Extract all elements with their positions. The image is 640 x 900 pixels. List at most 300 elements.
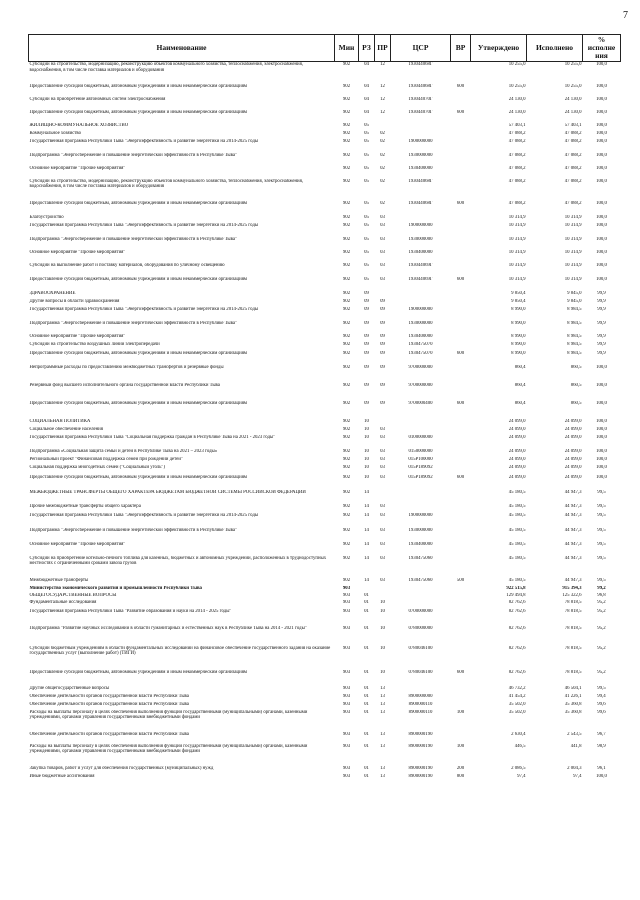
cell-csr: 0150000000 xyxy=(408,448,433,454)
cell-pr: 09 xyxy=(380,364,385,370)
cell-executed: 44 947,3 xyxy=(564,512,582,518)
cell-min: 903 xyxy=(342,731,351,737)
cell-pct: 99,9 xyxy=(597,298,606,304)
cell-pct: 100,0 xyxy=(596,96,607,102)
cell-pct: 100,0 xyxy=(596,178,607,184)
cell-min: 902 xyxy=(342,96,351,102)
cell-pct: 99,9 xyxy=(597,333,606,339)
cell-min: 902 xyxy=(342,364,351,370)
cell-pr: 03 xyxy=(380,222,385,228)
cell-executed: 10 314,9 xyxy=(564,262,582,268)
cell-csr: 1930475070 xyxy=(408,341,433,347)
cell-pct: 96,8 xyxy=(597,592,606,598)
cell-min: 902 xyxy=(342,464,351,470)
cell-approved: 8 990,0 xyxy=(511,306,526,312)
cell-pct: 100,0 xyxy=(596,434,607,440)
cell-approved: 8 990,0 xyxy=(511,333,526,339)
cell-rz: 01 xyxy=(364,645,369,651)
cell-executed: 24 130,0 xyxy=(564,96,582,102)
cell-csr xyxy=(391,504,451,513)
cell-pr: 09 xyxy=(380,320,385,326)
cell-executed: 10 314,9 xyxy=(564,236,582,242)
cell-min: 903 xyxy=(342,773,351,779)
table-row xyxy=(29,609,621,626)
cell-min: 902 xyxy=(342,249,351,255)
cell-min: 902 xyxy=(342,434,351,440)
cell-pr: 02 xyxy=(380,200,385,206)
table-row xyxy=(29,250,621,263)
cell-csr: 193044070Г xyxy=(408,109,433,115)
cell-name: Подпрограмма "Энергосбережение и повышение энергетической эффективности в Республике Тыва" xyxy=(29,152,237,158)
table-row xyxy=(29,427,621,435)
cell-rz: 14 xyxy=(364,512,369,518)
cell-pct: 100,0 xyxy=(596,222,607,228)
table-row xyxy=(29,223,621,237)
cell-name: Подпрограмма «Социальная защита семьи и детей в Республике Тыва на 2021 – 2023 годы» xyxy=(29,448,218,454)
cell-min: 902 xyxy=(342,489,351,495)
cell-csr: 9700000400 xyxy=(408,400,433,406)
cell-csr xyxy=(391,215,451,223)
cell-csr: 8900000190 xyxy=(408,743,433,749)
table-row xyxy=(29,84,621,97)
cell-csr: 1930475070 xyxy=(408,350,433,356)
cell-approved: 922 515,8 xyxy=(506,585,526,591)
cell-rz: 05 xyxy=(364,200,369,206)
cell-pct: 95,2 xyxy=(597,608,606,614)
cell-vr xyxy=(451,179,471,201)
cell-name: Субсидии на строительство, модернизацию, реконструкцию объектов коммунального хозяйства, теплоснабжения, электроснабжения, водоснабжения, в том числе поставка материалов и оборудования xyxy=(29,62,304,73)
table-row xyxy=(29,419,621,427)
cell-csr: 0780046100 xyxy=(408,645,433,651)
cell-executed: 10 314,9 xyxy=(564,214,582,220)
cell-executed: 78 818,5 xyxy=(564,608,582,614)
cell-pct: 100,0 xyxy=(596,448,607,454)
cell-approved: 24 099,0 xyxy=(508,426,526,432)
cell-min: 902 xyxy=(342,426,351,432)
cell-approved: 9 850,4 xyxy=(511,298,526,304)
cell-vr xyxy=(451,427,471,435)
cell-pct: 100,0 xyxy=(596,773,607,779)
header-vr: ВР xyxy=(451,35,471,62)
cell-executed: 125 322,6 xyxy=(562,592,582,598)
cell-pr: 09 xyxy=(380,298,385,304)
header-executed: Исполнено xyxy=(527,35,583,62)
cell-pct: 100,0 xyxy=(596,200,607,206)
cell-pct: 99,5 xyxy=(597,555,606,561)
table-row xyxy=(29,670,621,686)
cell-min: 903 xyxy=(342,645,351,651)
cell-executed: 8 984,5 xyxy=(567,320,582,326)
cell-rz: 01 xyxy=(364,592,369,598)
cell-executed: 8 984,5 xyxy=(567,341,582,347)
cell-rz: 09 xyxy=(364,400,369,406)
cell-vr xyxy=(451,435,471,449)
cell-pct: 100,0 xyxy=(596,364,607,370)
cell-approved: 860,4 xyxy=(514,364,526,370)
table-row xyxy=(29,435,621,449)
cell-vr xyxy=(451,542,471,556)
cell-rz: 01 xyxy=(364,608,369,614)
cell-pct: 99,5 xyxy=(597,577,606,583)
cell-pct: 100,0 xyxy=(596,152,607,158)
cell-vr xyxy=(451,528,471,542)
table-row xyxy=(29,62,621,84)
cell-csr: 1930000000 xyxy=(408,527,433,533)
cell-min: 903 xyxy=(342,701,351,707)
cell-executed: 24 099,0 xyxy=(564,448,582,454)
cell-csr: 1900000000 xyxy=(408,222,433,228)
cell-approved: 47 088,2 xyxy=(508,165,526,171)
cell-min: 902 xyxy=(342,333,351,339)
cell-name: ОБЩЕГОСУДАРСТВЕННЫЕ ВОПРОСЫ xyxy=(29,592,117,598)
cell-approved: 9 850,4 xyxy=(511,290,526,296)
cell-pct: 99,2 xyxy=(597,585,606,591)
cell-pct: 100,0 xyxy=(596,400,607,406)
cell-pct: 100,0 xyxy=(596,276,607,282)
cell-approved: 10 314,9 xyxy=(508,262,526,268)
cell-executed: 10 255,0 xyxy=(564,83,582,89)
cell-min: 902 xyxy=(342,577,351,583)
cell-rz: 01 xyxy=(364,625,369,631)
cell-name: Субсидии бюджетным учреждениям в области фундаментальных исследований на финансовое обеспечение государственного задания на оказание государственных услуг (выполнение работ) (ТИГИ) xyxy=(29,645,331,657)
cell-name: Прочие межбюджетные трансферты общего характера xyxy=(29,503,141,509)
cell-vr: 600 xyxy=(456,400,465,406)
cell-name: Благоустройство xyxy=(29,214,64,220)
cell-vr: 100 xyxy=(456,743,465,749)
cell-csr xyxy=(391,419,451,427)
cell-vr xyxy=(451,215,471,223)
cell-name: Предоставление субсидий бюджетным, автономным учреждениям и иным некоммерческим организациям xyxy=(29,474,247,480)
cell-pr: 03 xyxy=(380,512,385,518)
cell-rz: 14 xyxy=(364,577,369,583)
cell-approved: 47 088,2 xyxy=(508,152,526,158)
table-row xyxy=(29,334,621,342)
table-row xyxy=(29,342,621,351)
cell-min: 903 xyxy=(342,608,351,614)
cell-approved: 47 088,2 xyxy=(508,138,526,144)
cell-vr xyxy=(451,513,471,528)
table-header xyxy=(29,35,621,62)
cell-name: Подпрограмма "Энергосбережение и повышение энергетической эффективности в Республике Тыва" xyxy=(29,236,237,242)
cell-pr: 02 xyxy=(380,130,385,136)
cell-approved: 10 314,9 xyxy=(508,222,526,228)
cell-csr: 193044069Г xyxy=(408,262,433,268)
cell-name: Подпрограмма "Энергосбережение и повышение энергетической эффективности в Республике Тыва" xyxy=(29,527,237,533)
cell-pct: 100,0 xyxy=(596,130,607,136)
cell-pct: 100,0 xyxy=(596,426,607,432)
cell-approved: 2 630,4 xyxy=(511,731,526,737)
cell-pct: 99,4 xyxy=(597,693,606,699)
cell-executed: 47 088,2 xyxy=(564,165,582,171)
cell-executed: 8 984,5 xyxy=(567,306,582,312)
cell-name: Обеспечение деятельности органов государственной власти Республики Тыва xyxy=(29,701,189,707)
cell-pct: 100,0 xyxy=(596,456,607,462)
cell-name: Субсидии на выполнение работ и поставку материалов, оборудования по уличному освещению xyxy=(29,262,225,268)
cell-executed: 44 947,3 xyxy=(564,555,582,561)
cell-min: 902 xyxy=(342,512,351,518)
cell-rz: 09 xyxy=(364,382,369,388)
cell-approved: 45 180,5 xyxy=(508,541,526,547)
table-row xyxy=(29,578,621,586)
cell-approved: 45 180,5 xyxy=(508,503,526,509)
cell-name: Основное мероприятие "Прочие мероприятия" xyxy=(29,333,126,339)
cell-approved: 82 762,6 xyxy=(508,608,526,614)
cell-approved: 35 502,0 xyxy=(508,709,526,715)
cell-executed: 24 099,0 xyxy=(564,426,582,432)
cell-pr: 13 xyxy=(380,731,385,737)
cell-csr: 1930400000 xyxy=(408,541,433,547)
cell-rz: 04 xyxy=(364,83,369,89)
cell-name: Иные бюджетные ассигнования xyxy=(29,773,95,779)
cell-min: 902 xyxy=(342,341,351,347)
cell-csr: 9700000000 xyxy=(408,364,433,370)
cell-name: Министерство экономического развития и промышленности Республики Тыва xyxy=(29,585,202,591)
cell-rz: 14 xyxy=(364,527,369,533)
cell-vr xyxy=(451,223,471,237)
table-row xyxy=(29,646,621,670)
cell-rz: 04 xyxy=(364,96,369,102)
cell-pct: 99,6 xyxy=(597,709,606,715)
cell-executed: 10 255,0 xyxy=(564,62,582,67)
table-row xyxy=(29,166,621,179)
table-row xyxy=(29,123,621,131)
cell-pct: 99,5 xyxy=(597,503,606,509)
cell-pct: 96,1 xyxy=(597,765,606,771)
cell-vr xyxy=(451,593,471,600)
cell-rz: 14 xyxy=(364,503,369,509)
cell-vr xyxy=(451,166,471,179)
cell-pr xyxy=(375,123,391,131)
cell-vr xyxy=(451,307,471,321)
cell-min: 902 xyxy=(342,350,351,356)
cell-approved: 35 502,0 xyxy=(508,701,526,707)
cell-approved: 82 762,6 xyxy=(508,669,526,675)
table-row xyxy=(29,556,621,578)
cell-rz: 05 xyxy=(364,262,369,268)
cell-name: Государственная программа Республики Тыва "Энергоэффективность и развитие энергетики на 2014-2025 годы xyxy=(29,306,259,312)
cell-csr: 193044069Г xyxy=(408,276,433,282)
cell-rz: 04 xyxy=(364,62,369,67)
cell-executed: 24 099,0 xyxy=(564,464,582,470)
table-row xyxy=(29,694,621,702)
cell-csr xyxy=(391,123,451,131)
cell-executed: 78 818,5 xyxy=(564,669,582,675)
table-row xyxy=(29,732,621,744)
cell-executed: 860,5 xyxy=(570,382,582,388)
cell-csr: 0780046100 xyxy=(408,669,433,675)
cell-name: Резервный фонд высшего исполнительного органа государственной власти Республики Тыва xyxy=(29,382,220,388)
cell-pct: 99,5 xyxy=(597,541,606,547)
header-pr: ПР xyxy=(375,35,391,62)
cell-pct: 100,0 xyxy=(596,236,607,242)
cell-rz: 05 xyxy=(364,214,369,220)
cell-min: 903 xyxy=(342,743,351,749)
cell-name: Субсидии на приобретение автономных систем электроснабжения xyxy=(29,96,166,102)
cell-name: Межбюджетные трансферты xyxy=(29,577,89,583)
cell-vr xyxy=(451,131,471,139)
cell-name: Основное мероприятие "Прочие мероприятия" xyxy=(29,165,126,171)
header-rz: РЗ xyxy=(359,35,375,62)
cell-rz: 10 xyxy=(364,426,369,432)
cell-pr: 13 xyxy=(380,701,385,707)
cell-approved: 8 990,0 xyxy=(511,341,526,347)
cell-name: Расходы на выплаты персоналу в целях обеспечения выполнения функций государственными (муниципальными) органами, казенными учреждениями, органами управления государственными внебюджетными фондами xyxy=(29,709,308,721)
table-row xyxy=(29,490,621,504)
cell-name: Предоставление субсидий бюджетным, автономным учреждениям и иным некоммерческим организациям xyxy=(29,109,247,115)
cell-executed: 24 099,0 xyxy=(564,474,582,480)
cell-min: 902 xyxy=(342,503,351,509)
table-row xyxy=(29,237,621,250)
cell-pct: 100,0 xyxy=(596,382,607,388)
cell-csr: 8900000000 xyxy=(408,693,433,699)
cell-pr xyxy=(375,586,391,593)
cell-name: Другие общегосударственные вопросы xyxy=(29,685,110,691)
cell-csr xyxy=(391,586,451,593)
table-row xyxy=(29,542,621,556)
cell-rz: 01 xyxy=(364,731,369,737)
cell-executed: 46 504,1 xyxy=(564,685,582,691)
cell-rz: 05 xyxy=(364,236,369,242)
cell-pr: 09 xyxy=(380,382,385,388)
cell-name: Предоставление субсидий бюджетным, автономным учреждениям и иным некоммерческим организациям xyxy=(29,276,247,282)
cell-pct: 100,0 xyxy=(596,214,607,220)
cell-rz: 09 xyxy=(364,298,369,304)
cell-name: Обеспечение деятельности органов государственной власти Республики Тыва xyxy=(29,731,189,737)
cell-executed: 10 314,9 xyxy=(564,276,582,282)
page-number: 7 xyxy=(623,10,628,21)
cell-vr: 800 xyxy=(456,773,465,779)
cell-rz: 01 xyxy=(364,773,369,779)
cell-name: Государственная программа Республики Тыва "Энергоэффективность и развитие энергетики на 2014-2025 годы xyxy=(29,222,259,228)
cell-executed: 57 403,1 xyxy=(564,122,582,128)
cell-pr: 12 xyxy=(380,62,385,67)
cell-csr: 8900000110 xyxy=(408,701,433,707)
cell-csr: 193044070Г xyxy=(408,96,433,102)
cell-min: 902 xyxy=(342,320,351,326)
cell-rz: 01 xyxy=(364,669,369,675)
cell-executed: 35 360,8 xyxy=(564,701,582,707)
cell-vr xyxy=(451,237,471,250)
cell-vr xyxy=(451,365,471,383)
cell-vr xyxy=(451,686,471,694)
table-row xyxy=(29,686,621,694)
cell-pct: 95,2 xyxy=(597,669,606,675)
cell-min: 902 xyxy=(342,418,351,424)
cell-approved: 97,4 xyxy=(517,773,526,779)
cell-pr: 03 xyxy=(380,276,385,282)
cell-pr: 12 xyxy=(380,96,385,102)
cell-pct: 99,9 xyxy=(597,350,606,356)
cell-vr xyxy=(451,62,471,84)
table-row xyxy=(29,299,621,307)
cell-min: 902 xyxy=(342,290,351,296)
cell-pct: 100,0 xyxy=(596,262,607,268)
cell-name: Предоставление субсидий бюджетным, автономным учреждениям и иным некоммерческим организациям xyxy=(29,350,247,356)
cell-vr xyxy=(451,457,471,465)
cell-csr: 015P189092 xyxy=(408,464,433,470)
cell-pct: 99,9 xyxy=(597,341,606,347)
cell-rz: 05 xyxy=(364,165,369,171)
cell-rz: 05 xyxy=(364,138,369,144)
table-row xyxy=(29,513,621,528)
cell-csr: 1900000000 xyxy=(408,512,433,518)
cell-min: 902 xyxy=(342,276,351,282)
cell-vr xyxy=(451,490,471,504)
cell-vr xyxy=(451,646,471,670)
cell-approved: 24 099,0 xyxy=(508,464,526,470)
cell-csr: 1930475060 xyxy=(408,577,433,583)
cell-pct: 100,0 xyxy=(596,109,607,115)
cell-pr: 09 xyxy=(380,350,385,356)
cell-csr: 193044068Г xyxy=(408,200,433,206)
cell-rz: 05 xyxy=(364,249,369,255)
cell-approved: 45 180,5 xyxy=(508,527,526,533)
cell-pr: 03 xyxy=(380,214,385,220)
cell-name: Государственная программа Республики Тыва "Энергоэффективность и развитие энергетики на 2014-2025 годы xyxy=(29,138,259,144)
cell-executed: 44 947,3 xyxy=(564,527,582,533)
cell-approved: 46 732,2 xyxy=(508,685,526,691)
cell-executed: 44 947,3 xyxy=(564,577,582,583)
cell-pr: 03 xyxy=(380,249,385,255)
cell-min: 902 xyxy=(342,138,351,144)
cell-vr xyxy=(451,600,471,609)
table-row xyxy=(29,201,621,215)
cell-pr: 03 xyxy=(380,527,385,533)
cell-executed: 78 818,5 xyxy=(564,645,582,651)
cell-rz: 05 xyxy=(364,178,369,184)
cell-pct: 100,0 xyxy=(596,165,607,171)
table-row xyxy=(29,215,621,223)
cell-pct: 100,0 xyxy=(596,83,607,89)
table-row xyxy=(29,351,621,365)
cell-name: Обеспечение деятельности органов государственной власти Республики Тыва xyxy=(29,693,189,699)
cell-csr: 0780000000 xyxy=(408,625,433,631)
cell-pct: 99,6 xyxy=(597,701,606,707)
cell-min: 903 xyxy=(342,585,351,591)
cell-executed: 24 099,0 xyxy=(564,434,582,440)
cell-approved: 47 088,2 xyxy=(508,130,526,136)
cell-approved: 446,5 xyxy=(514,743,526,749)
cell-vr: 600 xyxy=(456,669,465,675)
cell-pr: 12 xyxy=(380,83,385,89)
cell-approved: 41 454,2 xyxy=(508,693,526,699)
cell-approved: 45 180,5 xyxy=(508,512,526,518)
table-row xyxy=(29,702,621,710)
cell-min: 902 xyxy=(342,400,351,406)
cell-name: Коммунальное хозяйство xyxy=(29,130,82,136)
cell-csr: 1930000000 xyxy=(408,236,433,242)
cell-vr xyxy=(451,123,471,131)
cell-min: 903 xyxy=(342,592,351,598)
cell-approved: 24 130,0 xyxy=(508,96,526,102)
cell-name: Региональный проект "Финансовая поддержка семей при рождении детей" xyxy=(29,456,183,462)
cell-approved: 45 180,5 xyxy=(508,555,526,561)
cell-csr: 015P100000 xyxy=(408,456,433,462)
cell-pr: 03 xyxy=(380,236,385,242)
cell-min: 902 xyxy=(342,555,351,561)
cell-rz: 04 xyxy=(364,109,369,115)
cell-approved: 10 255,0 xyxy=(508,62,526,67)
cell-executed: 860,5 xyxy=(570,364,582,370)
cell-approved: 45 180,5 xyxy=(508,489,526,495)
cell-executed: 47 088,2 xyxy=(564,178,582,184)
cell-csr: 1930000000 xyxy=(408,320,433,326)
cell-pr: 03 xyxy=(380,577,385,583)
cell-vr xyxy=(451,97,471,110)
cell-executed: 9 845,0 xyxy=(567,298,582,304)
cell-pr: 13 xyxy=(380,773,385,779)
cell-vr: 100 xyxy=(456,709,465,715)
